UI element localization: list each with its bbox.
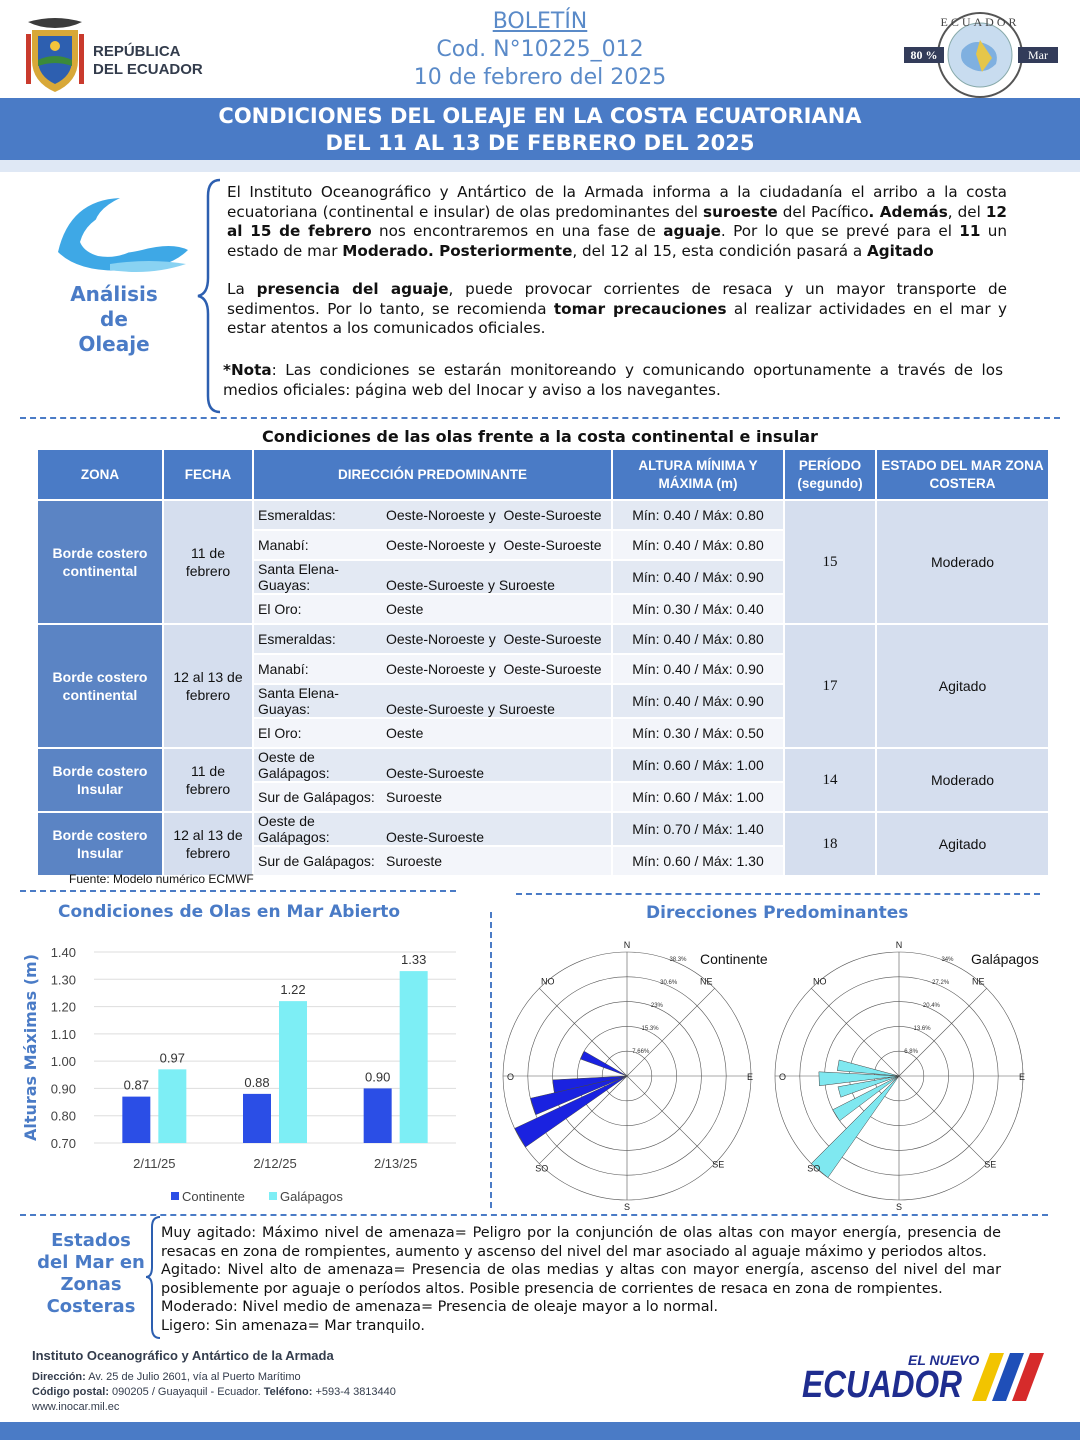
republica-label: REPÚBLICA DEL ECUADOR bbox=[93, 43, 203, 78]
bar-continente bbox=[243, 1094, 271, 1143]
estado-text: Máximo nivel de amenaza= Peligro por la conjunción de olas altas con mayor energía, presencia de resacas en zona de rompientes, aumento y ascenso del nivel del mar asociado al aguaje máximo y periodos altos. bbox=[161, 1225, 1001, 1260]
height-cell: Mín: 0.40 / Máx: 0.90 bbox=[613, 561, 783, 593]
text-run: . Por lo que se prevé para el bbox=[720, 222, 960, 240]
y-tick-label: 1.30 bbox=[50, 972, 76, 988]
estado-name: Moderado: bbox=[161, 1299, 238, 1316]
bar-galápagos bbox=[400, 971, 428, 1143]
compass-ne: NE bbox=[700, 976, 713, 987]
data-label: 0.97 bbox=[159, 1050, 185, 1066]
direction-value: Suroeste bbox=[386, 853, 443, 869]
seal-percent: 80 % bbox=[910, 48, 938, 62]
location-label: Santa Elena-Guayas: bbox=[258, 561, 339, 593]
period-cell: 18 bbox=[785, 813, 875, 875]
footer-contact: Dirección: Av. 25 de Julio 2601, vía al Puerto Marítimo Código postal: 090205 / Guayaquil - Ecuador. Teléfono: +593-4 3813440 www.inocar.mil.ec bbox=[32, 1371, 396, 1413]
zone-cell: Borde costero continental bbox=[38, 625, 162, 747]
estado-text: Sin amenaza= Mar tranquilo. bbox=[210, 1317, 425, 1334]
analysis-note bbox=[223, 361, 1003, 400]
ring-label: 30.6% bbox=[660, 980, 678, 987]
sea-state-cell: Agitado bbox=[877, 813, 1048, 875]
rose-petal bbox=[580, 1051, 627, 1076]
rose-name: Galápagos bbox=[971, 951, 1039, 967]
bar-continente bbox=[122, 1097, 150, 1143]
rose-spoke bbox=[899, 988, 987, 1076]
direction-cell bbox=[254, 749, 611, 781]
x-tick-label: 2/13/25 bbox=[373, 1156, 418, 1171]
ring-label: 23% bbox=[650, 1003, 663, 1010]
banner-underline bbox=[0, 160, 1080, 172]
divider bbox=[20, 890, 456, 892]
period-cell: 14 bbox=[785, 749, 875, 811]
banner-line-2: DEL 11 AL 13 DE FEBRERO DEL 2025 bbox=[325, 131, 755, 155]
location-label: Oeste de Galápagos: bbox=[258, 749, 330, 781]
sea-state-cell: Moderado bbox=[877, 501, 1048, 623]
table-row bbox=[38, 501, 1048, 529]
height-cell: Mín: 0.30 / Máx: 0.40 bbox=[613, 595, 783, 623]
direction-value: Oeste-Suroeste bbox=[386, 829, 485, 845]
compass-so: SO bbox=[535, 1163, 549, 1174]
text-run: : Las condiciones se estarán monitoreando y comunicando oportunamente a través de los medios oficiales: página web del Inocar y aviso a los navegantes. bbox=[223, 361, 1003, 399]
header-zona: ZONA bbox=[38, 450, 162, 499]
y-tick-label: 1.00 bbox=[50, 1054, 76, 1070]
bulletin-date: 10 de febrero del 2025 bbox=[413, 65, 667, 90]
title-banner bbox=[0, 98, 1080, 160]
rose-spoke bbox=[899, 1076, 987, 1164]
compass-e: E bbox=[1018, 1072, 1025, 1082]
rose-spoke bbox=[811, 988, 899, 1076]
ring-label: 6.8% bbox=[904, 1049, 918, 1056]
y-tick-label: 1.10 bbox=[50, 1026, 76, 1042]
rose-chart-title: Direcciones Predominantes bbox=[646, 903, 909, 923]
ring-label: 27.2% bbox=[932, 980, 950, 987]
estado-name: Muy agitado: bbox=[161, 1225, 257, 1241]
bulletin-title: BOLETÍN bbox=[492, 9, 588, 34]
direction-cell bbox=[254, 655, 611, 683]
estado-item bbox=[161, 1298, 1001, 1317]
y-tick-label: 1.40 bbox=[50, 945, 76, 960]
divider bbox=[516, 893, 1040, 895]
svg-text:ECUADOR: ECUADOR bbox=[802, 1364, 963, 1406]
header-altura: ALTURA MÍNIMA Y MÁXIMA (m) bbox=[613, 450, 783, 499]
rose-charts bbox=[495, 940, 1055, 1210]
table-title: Condiciones de las olas frente a la costa continental e insular bbox=[262, 427, 818, 446]
legend-label: Continente bbox=[182, 1189, 245, 1204]
direction-value: Oeste-Suroeste bbox=[386, 765, 485, 781]
text-run: 12 al 15 de febrero bbox=[227, 202, 1007, 240]
location-label: Santa Elena-Guayas: bbox=[258, 685, 339, 717]
height-cell: Mín: 0.40 / Máx: 0.80 bbox=[613, 531, 783, 559]
header-periodo: PERÍODO (segundo) bbox=[785, 450, 875, 499]
text-run: Agitado bbox=[867, 241, 934, 260]
estado-text: Nivel alto de amenaza= Presencia de olas medias y altas con mayor energía, ascenso del nivel del mar posiblemente por aguaje o períodos altos. Posible presencia de corrientes de resaca en zona de rompientes. bbox=[161, 1262, 1001, 1297]
text-run: presencia del aguaje bbox=[256, 280, 449, 298]
data-label: 0.90 bbox=[365, 1069, 391, 1085]
text-run: suroeste bbox=[703, 202, 778, 221]
direction-cell bbox=[254, 685, 611, 717]
compass-ne: NE bbox=[972, 976, 985, 987]
period-cell: 17 bbox=[785, 625, 875, 747]
vertical-divider bbox=[490, 912, 492, 1208]
height-cell: Mín: 0.60 / Máx: 1.00 bbox=[613, 783, 783, 811]
direction-value: Oeste-Suroeste y Suroeste bbox=[386, 577, 555, 593]
bar-chart-title: Condiciones de Olas en Mar Abierto bbox=[58, 902, 401, 922]
text-run: , del bbox=[947, 202, 986, 221]
location-label: Manabí: bbox=[258, 537, 309, 553]
text-run: , del 12 al 15, esta condición pasará a bbox=[572, 241, 868, 260]
direction-cell bbox=[254, 813, 611, 845]
compass-no: NO bbox=[812, 976, 827, 987]
text-run: Moderado. Posteriormente bbox=[342, 241, 573, 260]
rose-spoke bbox=[627, 988, 715, 1076]
compass-s: S bbox=[895, 1202, 903, 1210]
bottom-bar bbox=[0, 1422, 1080, 1440]
x-tick-label: 2/12/25 bbox=[253, 1156, 297, 1171]
location-label: El Oro: bbox=[258, 601, 302, 617]
location-label: Sur de Galápagos: bbox=[258, 789, 375, 805]
divider bbox=[20, 1214, 1048, 1216]
rose-spoke bbox=[539, 988, 627, 1076]
analysis-paragraph-1 bbox=[227, 183, 1007, 261]
compass-s: S bbox=[623, 1202, 631, 1210]
y-axis-label: Alturas Máximas (m) bbox=[21, 953, 40, 1142]
ecuador-80-mar-seal bbox=[900, 10, 1062, 100]
direction-value: Oeste-Noroeste y Oeste-Suroeste bbox=[386, 507, 602, 523]
direction-cell bbox=[254, 531, 611, 559]
text-run: , puede provocar corrientes de resaca y un mayor transporte de sedimentos. Por lo tanto, se recomienda bbox=[227, 280, 1007, 318]
ring-label: 34% bbox=[941, 957, 954, 964]
location-label: Oeste de Galápagos: bbox=[258, 813, 330, 845]
compass-se: SE bbox=[712, 1159, 725, 1170]
zone-cell: Borde costero Insular bbox=[38, 813, 162, 875]
height-cell: Mín: 0.60 / Máx: 1.30 bbox=[613, 847, 783, 875]
text-run: . Además bbox=[868, 202, 948, 221]
text-run: un estado de mar bbox=[227, 222, 1007, 260]
location-label: Sur de Galápagos: bbox=[258, 853, 375, 869]
direction-value: Oeste bbox=[386, 725, 424, 741]
compass-no: NO bbox=[540, 976, 555, 987]
header-estado: ESTADO DEL MAR ZONA COSTERA bbox=[877, 450, 1048, 499]
height-cell: Mín: 0.60 / Máx: 1.00 bbox=[613, 749, 783, 781]
height-cell: Mín: 0.40 / Máx: 0.90 bbox=[613, 655, 783, 683]
height-cell: Mín: 0.70 / Máx: 1.40 bbox=[613, 813, 783, 845]
estados-label: Estados del Mar en Zonas Costeras bbox=[37, 1230, 145, 1317]
compass-n: N bbox=[895, 940, 903, 950]
table-row bbox=[38, 625, 1048, 653]
legend-swatch bbox=[269, 1192, 277, 1200]
ring-label: 38.3% bbox=[669, 957, 687, 964]
direction-value: Suroeste bbox=[386, 789, 443, 805]
header-direccion: DIRECCIÓN PREDOMINANTE bbox=[254, 450, 611, 499]
bar-galápagos bbox=[279, 1001, 307, 1143]
table-row bbox=[38, 813, 1048, 845]
period-cell: 15 bbox=[785, 501, 875, 623]
svg-text:EL NUEVO: EL NUEVO bbox=[908, 1352, 980, 1368]
direction-value: Oeste-Noroeste y Oeste-Suroeste bbox=[386, 537, 602, 553]
direction-value: Oeste-Suroeste y Suroeste bbox=[386, 701, 555, 717]
compass-so: SO bbox=[807, 1163, 821, 1174]
direction-cell bbox=[254, 783, 611, 811]
direction-value: Oeste-Noroeste y Oeste-Suroeste bbox=[386, 661, 602, 677]
banner-line-1: CONDICIONES DEL OLEAJE EN LA COSTA ECUATORIANA bbox=[218, 104, 862, 128]
bulletin-heading bbox=[330, 8, 750, 92]
y-tick-label: 0.70 bbox=[50, 1136, 76, 1151]
left-brace bbox=[144, 1215, 162, 1340]
sea-state-cell: Moderado bbox=[877, 749, 1048, 811]
data-label: 0.87 bbox=[123, 1077, 149, 1093]
text-run: nos encontraremos en una fase de bbox=[371, 222, 664, 240]
website-link[interactable]: www.inocar.mil.ec bbox=[32, 1401, 120, 1413]
y-tick-label: 1.20 bbox=[50, 999, 76, 1015]
coat-of-arms-logo bbox=[20, 16, 90, 96]
data-label: 1.22 bbox=[280, 982, 306, 998]
text-run: El Instituto Oceanográfico y Antártico de la Armada informa a la ciudadanía el arribo a la costa ecuatoriana (continental e insular) de olas predominantes del bbox=[227, 183, 1007, 221]
seal-ecuador: ECUADOR bbox=[940, 15, 1020, 29]
left-brace bbox=[196, 178, 222, 414]
sea-state-cell: Agitado bbox=[877, 625, 1048, 747]
compass-n: N bbox=[623, 940, 631, 950]
rose-name: Continente bbox=[700, 951, 768, 967]
estados-list bbox=[161, 1224, 1001, 1336]
direction-value: Oeste bbox=[386, 601, 424, 617]
location-label: Manabí: bbox=[258, 661, 309, 677]
direction-value: Oeste-Noroeste y Oeste-Suroeste bbox=[386, 631, 602, 647]
footer-institute: Instituto Oceanográfico y Antártico de la Armada bbox=[32, 1348, 334, 1363]
bulletin-code: Cod. N°10225_012 bbox=[436, 37, 644, 62]
direction-cell bbox=[254, 501, 611, 529]
text-run: del Pacífico bbox=[777, 202, 869, 221]
date-cell: 12 al 13 de febrero bbox=[164, 813, 252, 875]
estado-item bbox=[161, 1317, 1001, 1336]
x-tick-label: 2/11/25 bbox=[133, 1156, 176, 1171]
ring-label: 20.4% bbox=[922, 1003, 940, 1010]
estado-item bbox=[161, 1261, 1001, 1298]
seal-mar: Mar bbox=[1028, 48, 1048, 62]
table-source: Fuente: Modelo numérico ECMWF bbox=[69, 872, 254, 886]
y-tick-label: 0.80 bbox=[50, 1108, 76, 1124]
direction-cell bbox=[254, 847, 611, 875]
direction-cell bbox=[254, 625, 611, 653]
legend-label: Galápagos bbox=[280, 1189, 343, 1204]
location-label: Esmeraldas: bbox=[258, 507, 336, 523]
estado-name: Agitado: bbox=[161, 1262, 222, 1279]
bar-chart bbox=[16, 935, 461, 1210]
wave-conditions-table bbox=[36, 448, 1050, 877]
text-run: *Nota bbox=[223, 361, 272, 379]
divider bbox=[20, 417, 1060, 419]
height-cell: Mín: 0.40 / Máx: 0.80 bbox=[613, 501, 783, 529]
text-run: al realizar actividades en el mar y estar atentos a los comunicados oficiales. bbox=[227, 299, 1007, 337]
date-cell: 11 de febrero bbox=[164, 501, 252, 623]
zone-cell: Borde costero Insular bbox=[38, 749, 162, 811]
rose-spoke bbox=[627, 1076, 715, 1164]
height-cell: Mín: 0.40 / Máx: 0.80 bbox=[613, 625, 783, 653]
compass-o: O bbox=[779, 1072, 787, 1082]
text-run: aguaje bbox=[663, 222, 721, 240]
height-cell: Mín: 0.40 / Máx: 0.90 bbox=[613, 685, 783, 717]
text-run: 11 bbox=[959, 222, 981, 240]
y-tick-label: 0.90 bbox=[50, 1081, 76, 1097]
location-label: Esmeraldas: bbox=[258, 631, 336, 647]
height-cell: Mín: 0.30 / Máx: 0.50 bbox=[613, 719, 783, 747]
ring-label: 15.3% bbox=[641, 1026, 659, 1033]
estado-item bbox=[161, 1224, 1001, 1261]
analysis-paragraph-2 bbox=[227, 280, 1007, 339]
date-cell: 11 de febrero bbox=[164, 749, 252, 811]
estado-name: Ligero: bbox=[161, 1317, 211, 1334]
bar-continente bbox=[364, 1088, 392, 1143]
ring-label: 7.66% bbox=[632, 1049, 650, 1056]
date-cell: 12 al 13 de febrero bbox=[164, 625, 252, 747]
zone-cell: Borde costero continental bbox=[38, 501, 162, 623]
table-header-row bbox=[38, 450, 1048, 499]
compass-o: O bbox=[507, 1072, 515, 1082]
location-label: El Oro: bbox=[258, 725, 302, 741]
compass-e: E bbox=[746, 1072, 753, 1082]
el-nuevo-ecuador-logo bbox=[800, 1345, 1050, 1407]
direction-cell bbox=[254, 595, 611, 623]
text-run: tomar precauciones bbox=[553, 299, 727, 318]
bar-galápagos bbox=[158, 1069, 186, 1143]
ring-label: 13.6% bbox=[913, 1026, 931, 1033]
wave-icon bbox=[50, 190, 190, 280]
text-run: La bbox=[227, 280, 257, 298]
compass-se: SE bbox=[984, 1159, 997, 1170]
estado-text: Nivel medio de amenaza= Presencia de oleaje mayor a lo normal. bbox=[237, 1299, 719, 1316]
direction-cell bbox=[254, 719, 611, 747]
data-label: 1.33 bbox=[401, 952, 427, 968]
header-fecha: FECHA bbox=[164, 450, 252, 499]
analysis-label: Análisis de Oleaje bbox=[70, 282, 158, 356]
direction-cell bbox=[254, 561, 611, 593]
data-label: 0.88 bbox=[244, 1074, 270, 1090]
table-row bbox=[38, 749, 1048, 781]
legend-swatch bbox=[171, 1192, 179, 1200]
